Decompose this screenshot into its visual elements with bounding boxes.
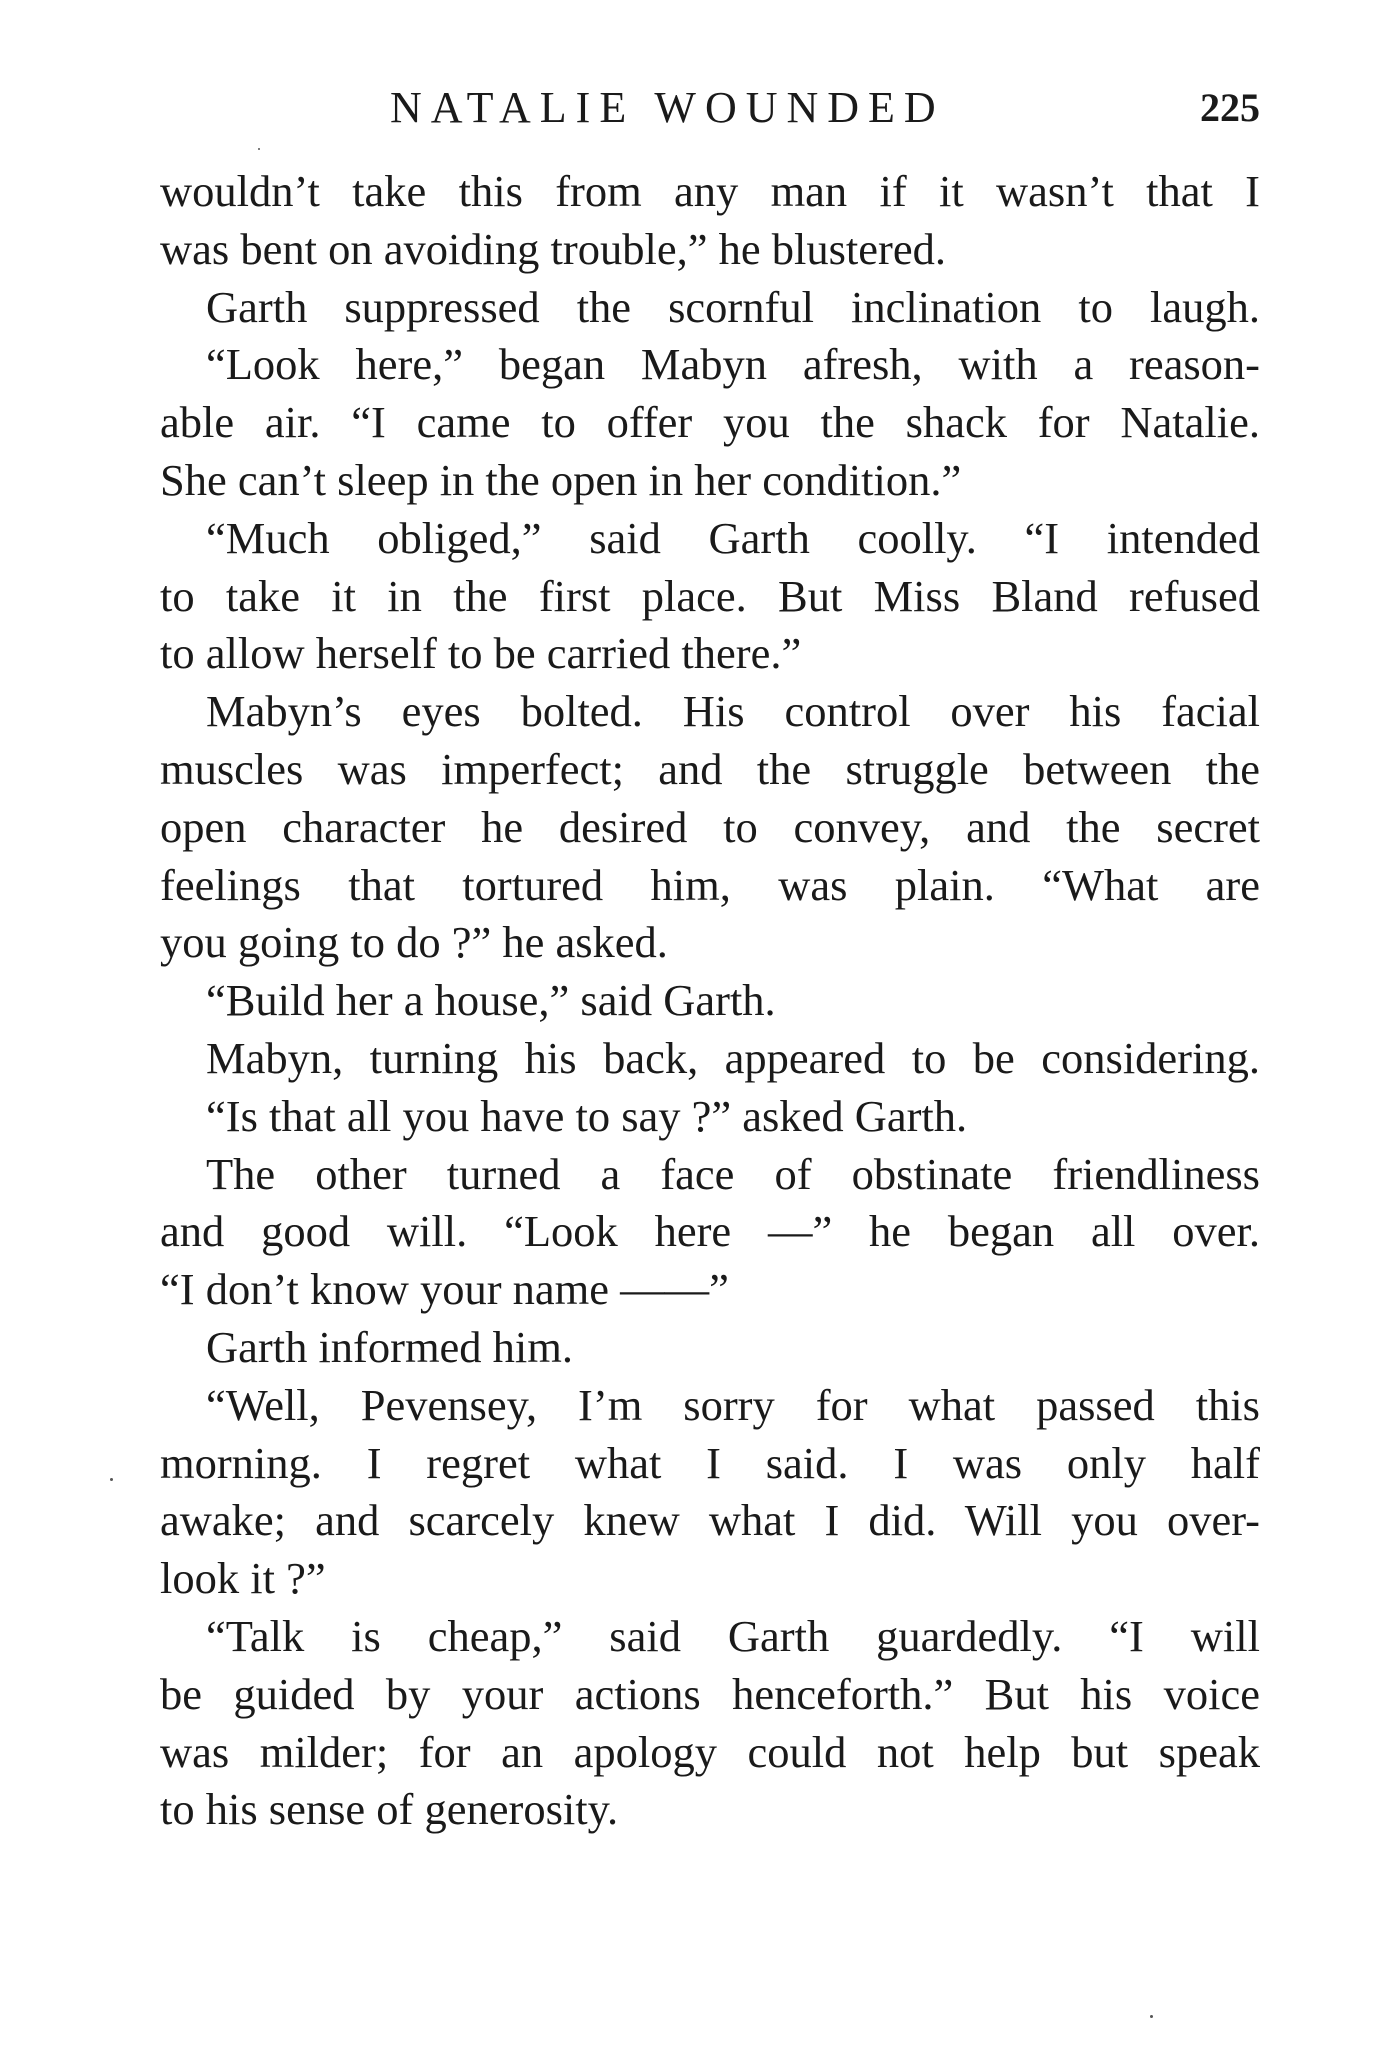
body-text bbox=[160, 163, 1260, 1839]
text-line: “Is that all you have to say ?” asked Garth. bbox=[206, 1090, 968, 1141]
text-line: The other turned a face of obstinate friendliness bbox=[206, 1148, 1260, 1199]
text-line: be guided by your actions henceforth.” But his voice bbox=[160, 1668, 1260, 1719]
text-line: feelings that tortured him, was plain. “What are bbox=[160, 859, 1260, 910]
text-line: morning. I regret what I said. I was only half bbox=[160, 1437, 1260, 1488]
text-line: wouldn’t take this from any man if it wasn’t that I bbox=[160, 166, 1260, 216]
text-line: was bent on avoiding trouble,” he blustered. bbox=[160, 223, 946, 274]
text-line: She can’t sleep in the open in her condition.” bbox=[160, 454, 962, 505]
text-line: muscles was imperfect; and the struggle between the bbox=[160, 743, 1260, 794]
text-line: “Look here,” began Mabyn afresh, with a reason- bbox=[206, 339, 1260, 390]
text-line: “Well, Pevensey, I’m sorry for what passed this bbox=[206, 1379, 1260, 1430]
text-line: Garth informed him. bbox=[206, 1321, 574, 1372]
page-header bbox=[160, 78, 1260, 138]
ink-speck bbox=[110, 1478, 113, 1481]
text-line: awake; and scarcely knew what I did. Will you over- bbox=[160, 1495, 1260, 1546]
text-line: Mabyn’s eyes bolted. His control over his facial bbox=[206, 686, 1260, 737]
text-line: “Build her a house,” said Garth. bbox=[206, 975, 776, 1026]
text-line: to allow herself to be carried there.” bbox=[160, 628, 802, 679]
ink-speck bbox=[258, 148, 260, 150]
text-line: Garth suppressed the scornful inclination to laugh. bbox=[206, 281, 1260, 332]
text-line: to his sense of generosity. bbox=[160, 1784, 619, 1835]
running-title: NATALIE WOUNDED bbox=[390, 83, 945, 132]
text-line: “Talk is cheap,” said Garth guardedly. “I will bbox=[206, 1610, 1260, 1661]
text-line: able air. “I came to offer you the shack for Natalie. bbox=[160, 397, 1260, 448]
text-line: was milder; for an apology could not help but speak bbox=[160, 1726, 1260, 1777]
text-line: and good will. “Look here —” he began all over. bbox=[160, 1206, 1260, 1257]
text-line: open character he desired to convey, and the secret bbox=[160, 801, 1260, 852]
text-line: “Much obliged,” said Garth coolly. “I intended bbox=[206, 512, 1260, 563]
text-line: you going to do ?” he asked. bbox=[160, 917, 668, 968]
text-line: look it ?” bbox=[160, 1553, 326, 1604]
ink-speck bbox=[1150, 2015, 1153, 2018]
page-number: 225 bbox=[1200, 85, 1260, 130]
text-line: Mabyn, turning his back, appeared to be considering. bbox=[206, 1032, 1260, 1083]
text-line: “I don’t know your name ——” bbox=[160, 1264, 729, 1315]
text-line: to take it in the first place. But Miss Bland refused bbox=[160, 570, 1260, 621]
